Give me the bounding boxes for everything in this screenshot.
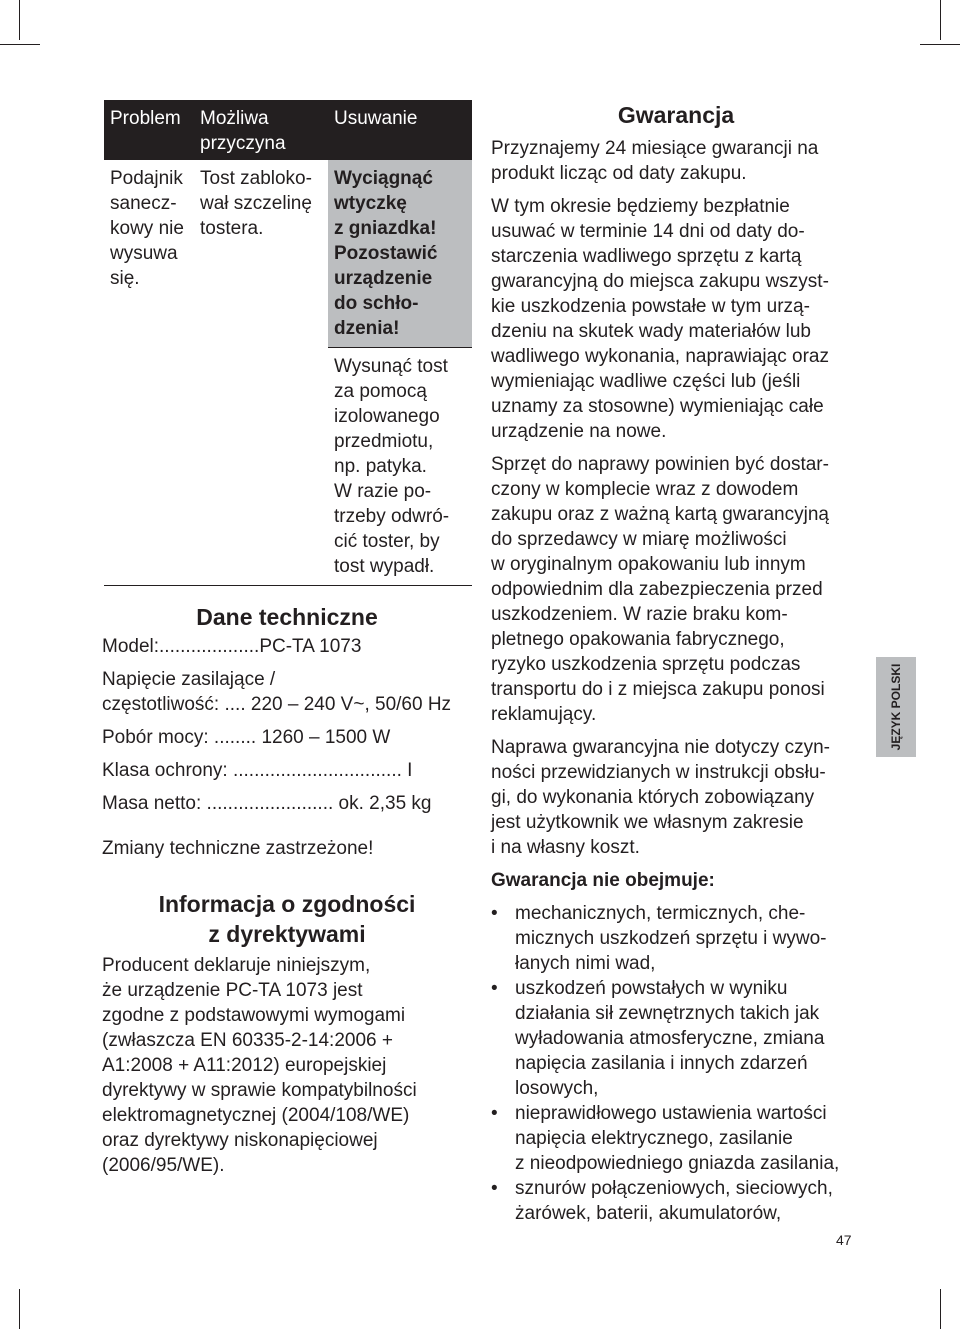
conformity-title-line1: Informacja o zgodności — [158, 891, 416, 917]
text-line: w oryginalnym opakowaniu lub innym — [491, 554, 806, 575]
text-line: z nieodpowiedniego gniazda zasilania, — [515, 1153, 840, 1174]
text-line: Tost zabloko- — [200, 168, 312, 189]
spec-power: Pobór mocy: ........ 1260 – 1500 W — [102, 727, 391, 748]
text-line: wyładowania atmosferyczne, zmiana — [515, 1028, 825, 1049]
text-line: oraz dyrektywy niskonapięciowej — [102, 1130, 378, 1151]
text-line: Wyciągnąć — [334, 168, 433, 189]
header-cause-text: Możliwa przyczyna — [200, 108, 286, 154]
language-side-tab — [876, 657, 916, 757]
warranty-paragraph-4 — [491, 735, 861, 860]
warranty-title: Gwarancja — [617, 102, 735, 128]
text-line: ryzyko uszkodzenia sprzętu podczas — [491, 654, 801, 675]
text-line: łanych nimi wad, — [515, 953, 656, 974]
text-line: kie uszkodzenia powstałe w tym urzą- — [491, 296, 810, 317]
text-line: uznamy za stosowne) wymieniając całe — [491, 396, 824, 417]
text-line: pletnego opakowania fabrycznego, — [491, 629, 785, 650]
text-line: Producent deklaruje niniejszym, — [102, 955, 371, 976]
text-line: przedmiotu, — [334, 431, 434, 452]
text-line: Naprawa gwarancyjna nie dotyczy czyn- — [491, 737, 830, 758]
text-line: micznych uszkodzeń sprzętu i wywo- — [515, 928, 827, 949]
text-line: z gniazdka! — [334, 218, 437, 239]
crop-mark — [940, 1289, 941, 1329]
spec-voltage: częstotliwość: .... 220 – 240 V~, 50/60 Hz — [102, 694, 452, 715]
spec-model: Model:...................PC-TA 1073 — [102, 636, 362, 657]
text-line: urządzenie — [334, 268, 433, 289]
text-line: Przyznajemy 24 miesiące gwarancji na — [491, 138, 819, 159]
text-line: starczenia wadliwego sprzętu z kartą — [491, 246, 802, 267]
text-line: i na własny koszt. — [491, 837, 640, 858]
text-line: ności przewidzianych w instrukcji obsłu- — [491, 762, 826, 783]
text-line: do sprzedawcy w miarę możliwości — [491, 529, 787, 550]
troubleshooting-table — [104, 100, 472, 586]
warranty-paragraph-3 — [491, 452, 861, 727]
text-line: mechanicznych, termicznych, che- — [515, 903, 806, 924]
problem-cell — [104, 160, 194, 586]
exclusions-list — [491, 901, 861, 1226]
right-column — [491, 100, 861, 1226]
text-line: tostera. — [200, 218, 264, 239]
spec-protection: Klasa ochrony: ................................ I — [102, 760, 413, 781]
crop-mark — [0, 44, 40, 45]
table-header-row — [104, 100, 472, 160]
text-line: Wysunąć tost — [334, 356, 448, 377]
header-remedy: Usuwanie — [328, 100, 472, 160]
remedy-warning-cell — [328, 160, 472, 348]
text-line: odpowiednim dla zabezpieczenia przed — [491, 579, 823, 600]
header-cause — [194, 100, 328, 160]
conformity-text — [102, 953, 472, 1178]
text-line: elektromagnetycznej (2004/108/WE) — [102, 1105, 410, 1126]
cause-cell — [194, 160, 328, 586]
text-line: urządzenie na nowe. — [491, 421, 667, 442]
text-line: cić toster, by — [334, 531, 440, 552]
crop-mark — [19, 1289, 20, 1329]
text-line: (zwłaszcza EN 60335-2-14:2006 + — [102, 1030, 393, 1051]
text-line: gi, do wykonania których zobowiązany — [491, 787, 815, 808]
remedy-cell — [328, 348, 472, 586]
text-line: Podajnik — [110, 168, 183, 189]
text-line: produkt licząc od daty zakupu. — [491, 163, 747, 184]
text-line: dyrektywy w sprawie kompatybilności — [102, 1080, 417, 1101]
text-line: tost wypadł. — [334, 556, 435, 577]
page-number: 47 — [836, 1232, 852, 1248]
warranty-paragraph-2 — [491, 194, 861, 444]
conformity-title-line2: z dyrektywami — [208, 921, 366, 947]
text-line: zakupu oraz z ważną kartą gwarancyjną — [491, 504, 829, 525]
list-item — [491, 1176, 861, 1226]
text-line: wtyczkę — [334, 193, 407, 214]
technical-note: Zmiany techniczne zastrzeżone! — [102, 838, 374, 859]
text-line: W tym okresie będziemy bezpłatnie — [491, 196, 790, 217]
exclusions-title: Gwarancja nie obejmuje: — [491, 870, 715, 891]
text-line: działania sił zewnętrznych takich jak — [515, 1003, 820, 1024]
language-tab-label: JĘZYK POLSKI — [889, 663, 903, 751]
crop-mark — [19, 0, 20, 40]
conformity-section — [102, 889, 472, 1178]
text-line: kowy nie — [110, 218, 184, 239]
list-item — [491, 1101, 861, 1176]
text-line: za pomocą — [334, 381, 427, 402]
spec-voltage-label: Napięcie zasilające / — [102, 669, 276, 690]
text-line: Pozostawić — [334, 243, 438, 264]
text-line: trzeby odwró- — [334, 506, 450, 527]
list-item — [491, 976, 861, 1101]
text-line: jest użytkownik we własnym zakresie — [491, 812, 804, 833]
text-line: losowych, — [515, 1078, 599, 1099]
text-line: wadliwego wykonania, naprawiając oraz — [491, 346, 829, 367]
crop-mark — [920, 44, 960, 45]
text-line: do schło- — [334, 293, 419, 314]
text-line: dzeniu na skutek wady materiałów lub — [491, 321, 812, 342]
text-line: wał szczelinę — [200, 193, 312, 214]
text-line: Sprzęt do naprawy powinien być dostar- — [491, 454, 829, 475]
header-problem: Problem — [104, 100, 194, 160]
text-line: uszkodzeń powstałych w wyniku — [515, 978, 788, 999]
text-line: sznurów połączeniowych, sieciowych, — [515, 1178, 833, 1199]
left-column — [102, 100, 472, 1178]
text-line: reklamujący. — [491, 704, 597, 725]
text-line: żarówek, baterii, akumulatorów, — [515, 1203, 782, 1224]
text-line: wymieniając wadliwe części lub (jeśli — [491, 371, 801, 392]
crop-mark — [940, 0, 941, 40]
text-line: sanecz- — [110, 193, 177, 214]
text-line: że urządzenie PC-TA 1073 jest — [102, 980, 363, 1001]
warranty-paragraph-1 — [491, 136, 861, 186]
spec-weight: Masa netto: ........................ ok. 2,35 kg — [102, 793, 432, 814]
text-line: A1:2008 + A11:2012) europejskiej — [102, 1055, 387, 1076]
technical-specs — [102, 634, 472, 861]
text-line: napięcia zasilania i innych zdarzeń — [515, 1053, 808, 1074]
text-line: gwarancyjną do miejsca zakupu wszyst- — [491, 271, 829, 292]
text-line: W razie po- — [334, 481, 432, 502]
text-line: izolowanego — [334, 406, 440, 427]
list-item — [491, 901, 861, 976]
text-line: dzenia! — [334, 318, 400, 339]
text-line: usuwać w terminie 14 dni od daty do- — [491, 221, 805, 242]
text-line: (2006/95/WE). — [102, 1155, 225, 1176]
technical-title: Dane techniczne — [196, 604, 378, 630]
text-line: czony w komplecie wraz z dowodem — [491, 479, 799, 500]
table-row — [104, 160, 472, 348]
text-line: się. — [110, 268, 140, 289]
text-line: np. patyka. — [334, 456, 427, 477]
text-line: napięcia elektrycznego, zasilanie — [515, 1128, 793, 1149]
text-line: transportu do i z miejsca zakupu ponosi — [491, 679, 825, 700]
text-line: wysuwa — [110, 243, 178, 264]
text-line: uszkodzeniem. W razie braku kom- — [491, 604, 788, 625]
text-line: zgodne z podstawowymi wymogami — [102, 1005, 406, 1026]
text-line: nieprawidłowego ustawienia wartości — [515, 1103, 827, 1124]
